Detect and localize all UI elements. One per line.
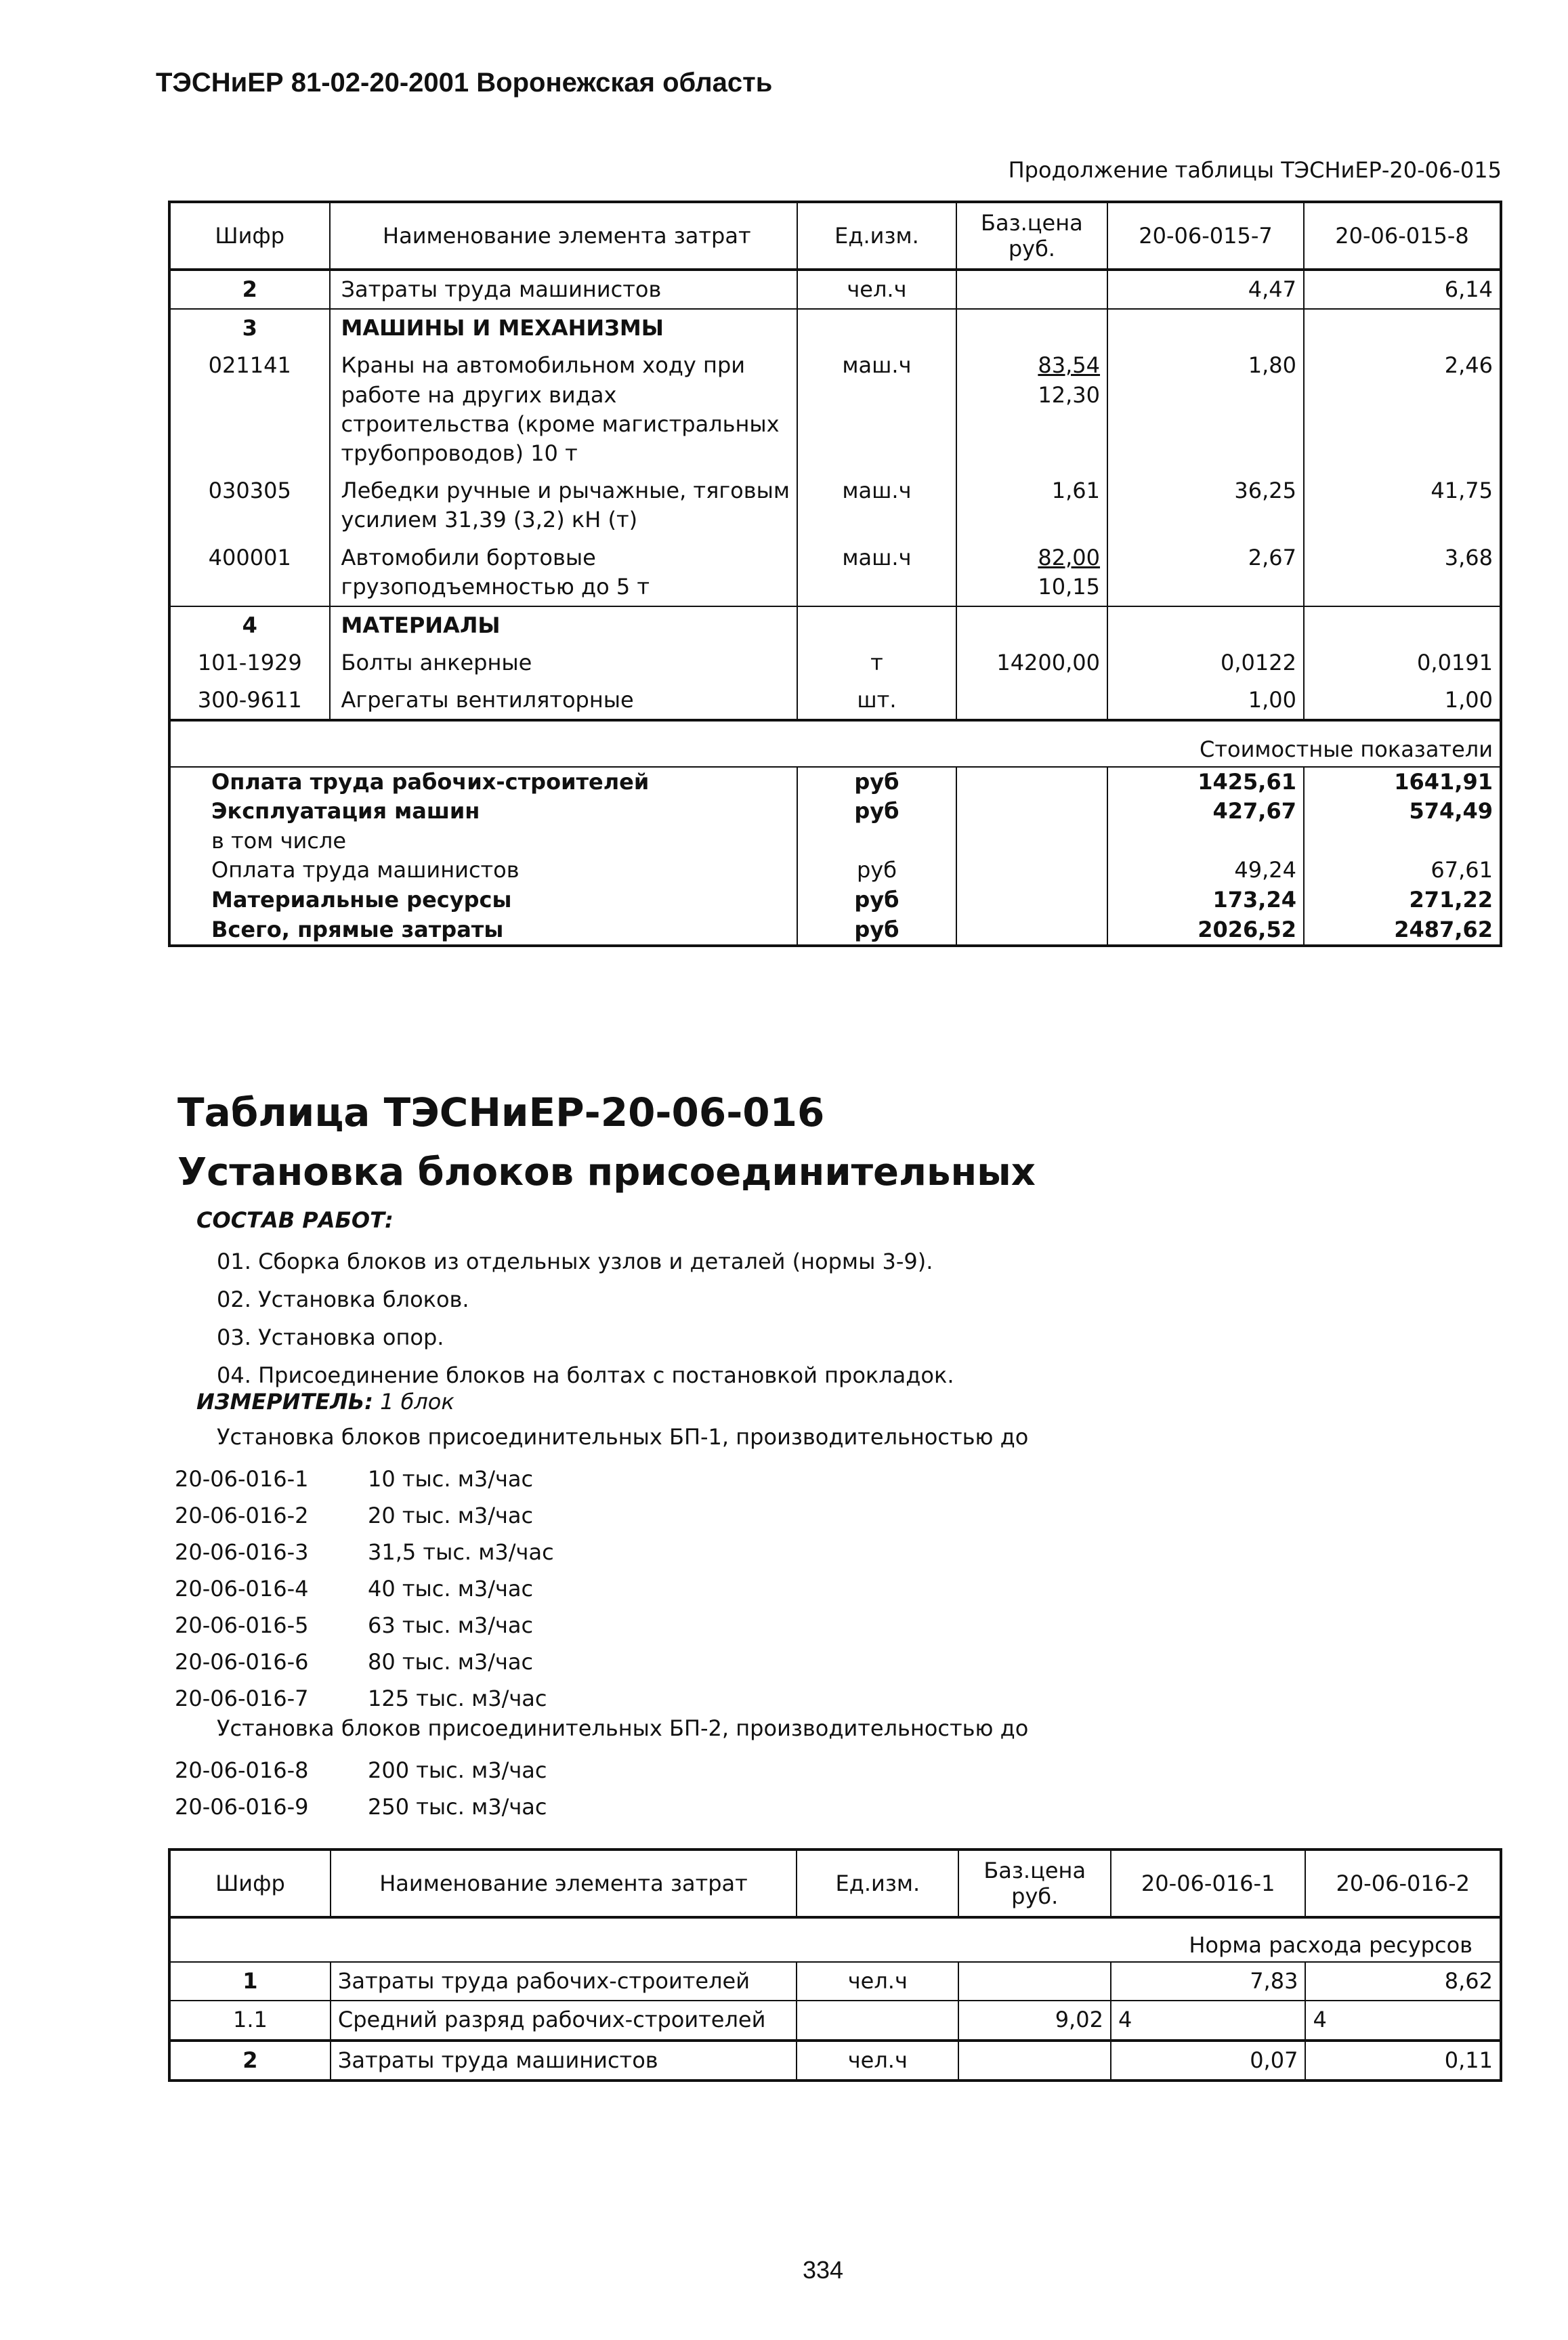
table-row	[169, 1962, 1501, 2001]
row-price	[956, 682, 1107, 720]
row-unit: шт.	[797, 682, 956, 720]
row-code: 101-1929	[169, 644, 330, 682]
cost-header: Стоимостные показатели	[169, 720, 1501, 766]
col-unit: Ед.изм.	[797, 202, 956, 270]
cost-unit: руб	[797, 797, 956, 827]
cost-row	[169, 767, 1501, 797]
row-name: Автомобили бортовые грузоподъемностью до 5 т	[330, 539, 798, 606]
norm-code: 20-06-016-2	[175, 1503, 309, 1528]
norm-item	[175, 1534, 554, 1570]
row-name: Затраты труда машинистов	[331, 2041, 797, 2081]
row-unit: маш.ч	[797, 347, 956, 472]
norm-text: 80 тыс. м3/час	[368, 1649, 534, 1675]
cost-row	[169, 827, 1501, 856]
table-row	[169, 682, 1501, 720]
col-code: Шифр	[169, 1850, 331, 1917]
row-value-2: 2,46	[1444, 352, 1493, 379]
row-code: 1.1	[169, 2001, 331, 2040]
cost-unit: руб	[797, 915, 956, 946]
row-name: Затраты труда рабочих-строителей	[331, 1962, 797, 2001]
table-row	[169, 2041, 1501, 2081]
continuation-note: Продолжение таблицы ТЭСНиЕР-20-06-015	[1008, 157, 1502, 183]
col-norm-7: 20-06-015-7	[1107, 202, 1304, 270]
norm-text: 20 тыс. м3/час	[368, 1503, 534, 1528]
cost-name: Материальные ресурсы	[169, 885, 797, 915]
norm-text: 31,5 тыс. м3/час	[368, 1539, 554, 1565]
cost-name: Оплата труда рабочих-строителей	[169, 767, 797, 797]
cost-name: в том числе	[169, 827, 797, 856]
cost-value-2: 2487,62	[1394, 916, 1493, 942]
norm-code: 20-06-016-7	[175, 1686, 309, 1711]
cost-value-2: 1641,91	[1394, 768, 1493, 795]
row-value-1: 7,83	[1111, 1962, 1306, 2001]
row-unit: маш.ч	[797, 472, 956, 539]
cost-value-2: 67,61	[1431, 857, 1493, 883]
page-number: 334	[803, 2256, 844, 2284]
row-value-2: 6,14	[1304, 270, 1501, 309]
row-code: 030305	[169, 472, 330, 539]
section-title: МАТЕРИАЛЫ	[330, 606, 798, 644]
row-value-2: 3,68	[1304, 539, 1501, 606]
norm-code: 20-06-016-4	[175, 1576, 309, 1602]
cost-unit: руб	[797, 767, 956, 797]
row-price: 1,61	[956, 472, 1107, 539]
cost-value-2: 574,49	[1409, 798, 1493, 824]
row-price	[956, 539, 1107, 606]
row-price: 9,02	[958, 2001, 1110, 2040]
col-price: Баз.цена руб.	[958, 1850, 1110, 1917]
norm-text: 125 тыс. м3/час	[368, 1686, 547, 1711]
norm-item	[175, 1789, 547, 1825]
norm-code: 20-06-016-9	[175, 1794, 309, 1820]
norm-text: 63 тыс. м3/час	[368, 1612, 534, 1638]
cost-unit: руб	[797, 885, 956, 915]
norm-text: 40 тыс. м3/час	[368, 1576, 534, 1602]
norm-code: 20-06-016-8	[175, 1757, 309, 1783]
norm-text: 250 тыс. м3/час	[368, 1794, 547, 1820]
col-norm-8: 20-06-015-8	[1304, 202, 1501, 270]
norm-code: 20-06-016-3	[175, 1539, 309, 1565]
row-value-1: 1,80	[1107, 347, 1304, 472]
section-row-machines	[169, 309, 1501, 347]
price-secondary: 12,30	[1038, 381, 1101, 408]
cost-value-1: 1425,61	[1107, 767, 1304, 797]
list-item: 02. Установка блоков.	[217, 1287, 469, 1312]
cost-name: Оплата труда машинистов	[169, 856, 797, 885]
section-title: Таблица ТЭСНиЕР-20-06-016	[177, 1089, 825, 1135]
col-norm-1: 20-06-016-1	[1111, 1850, 1306, 1917]
row-value-2: 4	[1313, 2007, 1327, 2033]
norm-item	[175, 1752, 547, 1789]
row-value-1: 4	[1111, 2001, 1306, 2040]
row-value-2: 41,75	[1431, 478, 1493, 504]
price-primary: 83,54	[1038, 352, 1101, 379]
works-caption: СОСТАВ РАБОТ:	[196, 1207, 394, 1233]
row-code: 021141	[169, 347, 330, 472]
row-unit: т	[797, 644, 956, 682]
cost-row	[169, 885, 1501, 915]
row-value-1: 0,0122	[1107, 644, 1304, 682]
table-row	[169, 347, 1501, 472]
table-row	[169, 539, 1501, 606]
row-name: Агрегаты вентиляторные	[330, 682, 798, 720]
table-header-row	[169, 1850, 1501, 1917]
group-heading-1: Установка блоков присоединительных БП-1, производительностью до	[217, 1424, 1029, 1450]
cost-row	[169, 915, 1501, 946]
cost-value-1: 2026,52	[1107, 915, 1304, 946]
col-norm-2: 20-06-016-2	[1305, 1850, 1501, 1917]
table-row	[169, 644, 1501, 682]
works-list	[217, 1242, 954, 1394]
row-value-2: 1,00	[1444, 687, 1493, 713]
row-unit	[797, 2001, 958, 2040]
row-price: 14200,00	[956, 644, 1107, 682]
col-code: Шифр	[169, 202, 330, 270]
row-code: 1	[169, 1962, 331, 2001]
row-price	[958, 1962, 1110, 2001]
row-unit: маш.ч	[797, 539, 956, 606]
cost-row	[169, 856, 1501, 885]
section-title: МАШИНЫ И МЕХАНИЗМЫ	[330, 309, 798, 347]
row-name: Болты анкерные	[330, 644, 798, 682]
cost-row	[169, 797, 1501, 827]
row-unit: чел.ч	[797, 2041, 958, 2081]
cost-name: Всего, прямые затраты	[169, 915, 797, 946]
row-price	[956, 270, 1107, 309]
norm-header: Норма расхода ресурсов	[169, 1917, 1501, 1962]
row-code: 400001	[169, 539, 330, 606]
resource-table-015	[168, 201, 1502, 947]
cost-value-2: 271,22	[1409, 887, 1493, 913]
row-value-2: 0,11	[1444, 2047, 1493, 2073]
cost-value-1: 49,24	[1107, 856, 1304, 885]
norm-item	[175, 1570, 554, 1607]
norm-item	[175, 1644, 554, 1680]
row-value-2: 0,0191	[1417, 650, 1493, 676]
norm-item	[175, 1607, 554, 1644]
cost-header-row	[169, 720, 1501, 766]
norm-text: 200 тыс. м3/час	[368, 1757, 547, 1783]
row-price	[956, 347, 1107, 472]
measure-value: 1 блок	[380, 1389, 454, 1415]
row-code: 2	[169, 270, 330, 309]
col-unit: Ед.изм.	[797, 1850, 958, 1917]
norm-code: 20-06-016-6	[175, 1649, 309, 1675]
table-row	[169, 270, 1501, 309]
resource-table-016	[168, 1848, 1502, 2082]
row-name: Затраты труда машинистов	[330, 270, 798, 309]
col-name: Наименование элемента затрат	[331, 1850, 797, 1917]
row-name: Лебедки ручные и рычажные, тяговым усилием 31,39 (3,2) кН (т)	[330, 472, 798, 539]
group-heading-2: Установка блоков присоединительных БП-2, производительностью до	[217, 1715, 1029, 1741]
norm-code: 20-06-016-1	[175, 1466, 309, 1492]
norm-header-row	[169, 1917, 1501, 1962]
row-code: 4	[169, 606, 330, 644]
page-header: ТЭСНиЕР 81-02-20-2001 Воронежская область	[156, 68, 773, 98]
row-unit: чел.ч	[797, 1962, 958, 2001]
row-code: 300-9611	[169, 682, 330, 720]
row-name: Средний разряд рабочих-строителей	[331, 2001, 797, 2040]
list-item: 04. Присоединение блоков на болтах с постановкой прокладок.	[217, 1362, 954, 1388]
measure-label: ИЗМЕРИТЕЛЬ:	[196, 1389, 373, 1415]
table-row	[169, 2001, 1501, 2040]
list-item: 01. Сборка блоков из отдельных узлов и деталей (нормы 3-9).	[217, 1249, 933, 1274]
col-price: Баз.цена руб.	[956, 202, 1107, 270]
row-name: Краны на автомобильном ходу при работе на других видах строительства (кроме магистральных трубопроводов) 10 т	[330, 347, 798, 472]
norm-code: 20-06-016-5	[175, 1612, 309, 1638]
measure-line	[196, 1389, 454, 1415]
row-code: 2	[169, 2041, 331, 2081]
price-secondary: 10,15	[1038, 573, 1101, 600]
cost-value-1: 427,67	[1107, 797, 1304, 827]
section-row-materials	[169, 606, 1501, 644]
row-value-1: 36,25	[1107, 472, 1304, 539]
norm-item	[175, 1497, 554, 1534]
row-value-1: 1,00	[1107, 682, 1304, 720]
row-value-2: 8,62	[1305, 1962, 1501, 2001]
table-header-row	[169, 202, 1501, 270]
cost-name: Эксплуатация машин	[169, 797, 797, 827]
norm-item	[175, 1680, 554, 1717]
col-name: Наименование элемента затрат	[330, 202, 798, 270]
cost-unit: руб	[797, 856, 956, 885]
list-item: 03. Установка опор.	[217, 1324, 444, 1350]
table-row	[169, 472, 1501, 539]
section-subtitle: Установка блоков присоединительных	[177, 1150, 1036, 1194]
row-unit: чел.ч	[797, 270, 956, 309]
norm-item	[175, 1461, 554, 1497]
cost-value-1: 173,24	[1107, 885, 1304, 915]
row-value-1: 2,67	[1107, 539, 1304, 606]
norm-list-1	[175, 1461, 554, 1717]
norm-list-2	[175, 1752, 547, 1825]
row-value-1: 4,47	[1107, 270, 1304, 309]
row-value-1: 0,07	[1111, 2041, 1306, 2081]
price-primary: 82,00	[1038, 544, 1101, 570]
row-price	[958, 2041, 1110, 2081]
norm-text: 10 тыс. м3/час	[368, 1466, 534, 1492]
row-code: 3	[169, 309, 330, 347]
